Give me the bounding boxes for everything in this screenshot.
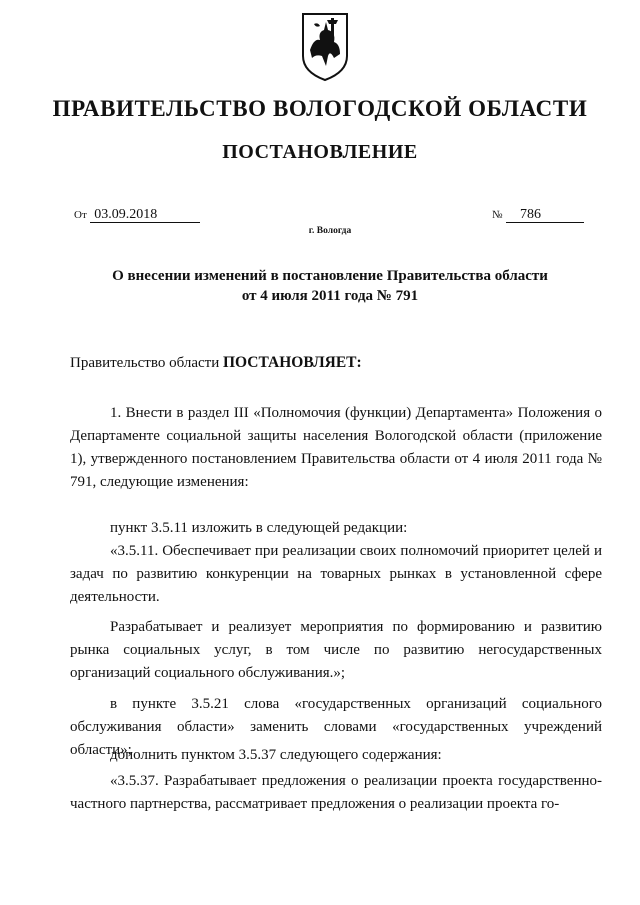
document-subject (60, 266, 600, 306)
date-field (74, 207, 200, 223)
number-prefix: № (492, 209, 503, 221)
date-prefix: От (74, 209, 87, 221)
paragraph-2: пункт 3.5.11 изложить в следующей редакции: (110, 520, 408, 536)
paragraph-1: 1. Внести в раздел III «Полномочия (функции) Департамента» Положения о Департаменте социальной защиты населения Вологодской области (приложение 1), утвержденного постановлением Правительства области от 4 июля 2011 года № 791, следующие изменения: (70, 405, 602, 491)
coat-of-arms-icon (300, 10, 350, 82)
document-date: 03.09.2018 (90, 207, 200, 223)
paragraph-4: Разрабатывает и реализует мероприятия по формированию и развитию рынка социальных услуг, в том числе по развитию негосударственных организаций социального обслуживания.»; (70, 619, 602, 682)
paragraph-5: в пункте 3.5.21 слова «государственных организаций социального обслуживания области» заменить словами «государственных учреждений области»; (70, 696, 602, 759)
city-label: г. Вологда (308, 226, 352, 236)
government-title: ПРАВИТЕЛЬСТВО ВОЛОГОДСКОЙ ОБЛАСТИ (52, 96, 588, 121)
preamble (70, 354, 362, 372)
paragraph-7: «3.5.37. Разрабатывает предложения о реализации проекта государственно-частного партнерства, рассматривает предложения о реализации проекта го- (70, 773, 602, 813)
subject-line-1: О внесении изменений в постановление Правительства области (112, 268, 548, 284)
number-field (492, 207, 584, 223)
document-number: 786 (506, 207, 584, 223)
preamble-text: Правительство области (70, 355, 223, 371)
paragraph-3: «3.5.11. Обеспечивает при реализации своих полномочий приоритет целей и задач по развитию конкуренции на товарных рынках в установленной сфере деятельности. (70, 543, 602, 606)
preamble-emphasis: ПОСТАНОВЛЯЕТ: (222, 354, 362, 371)
document-type: ПОСТАНОВЛЕНИЕ (222, 141, 418, 163)
subject-line-2: от 4 июля 2011 года № 791 (241, 288, 419, 304)
paragraph-6: дополнить пунктом 3.5.37 следующего содержания: (110, 747, 442, 763)
